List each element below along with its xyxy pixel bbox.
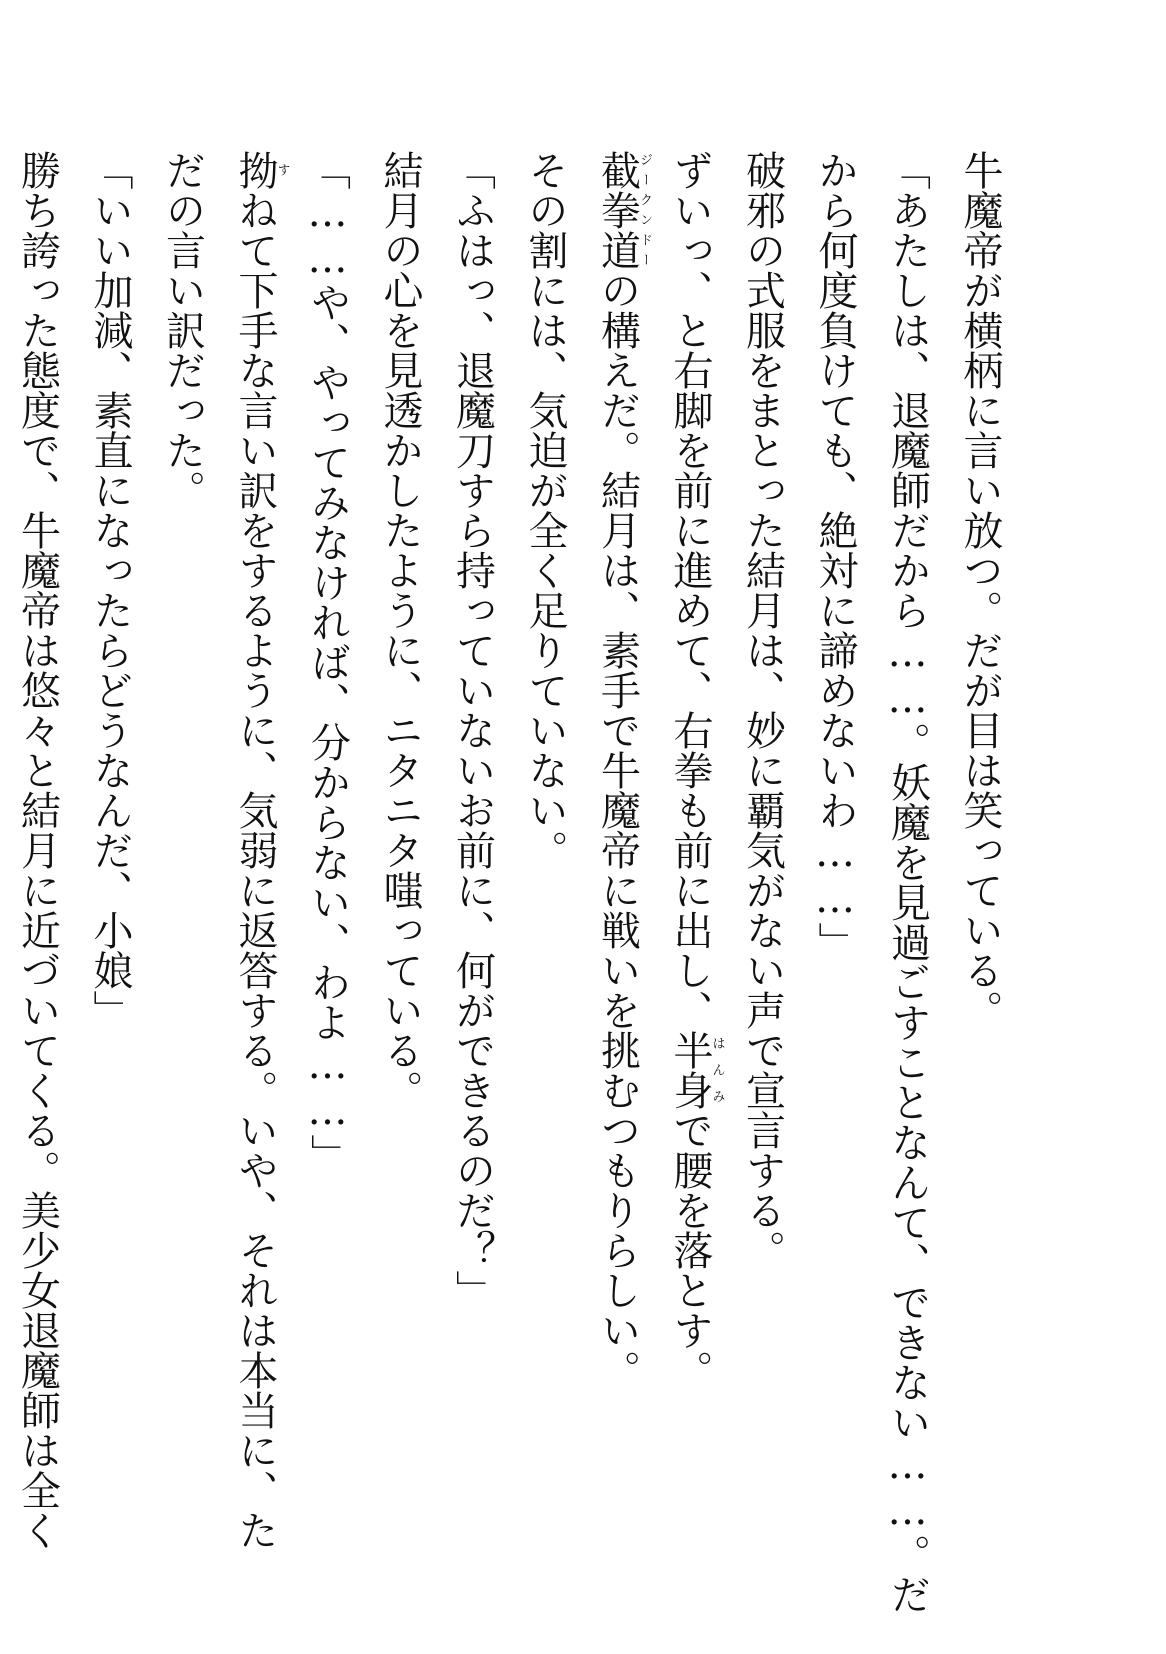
text-line-11: 拗すねて下手な言い訳をするように、気弱に返答する。いや、それは本当に、た: [232, 150, 290, 1550]
ruby-ジークンドー: 截拳道ジークンドー: [594, 150, 652, 270]
text-line-14: 勝ち誇った態度で、牛魔帝は悠々と結月に近づいてくる。美少女退魔師は全く: [14, 150, 61, 1550]
text-line-7: その割には、気迫が全く足りていない。: [522, 150, 568, 870]
ruby-reading: す: [274, 150, 290, 190]
text-line-5: [654, 150, 727, 1390]
text-line-9: 結月の心を見透かしたように、ニタニタ嗤っている。: [377, 150, 423, 1110]
text-line-12: だの言い訳だった。: [159, 150, 206, 510]
ruby-はんみ: 半身はんみ: [667, 1030, 725, 1110]
vertical-text-body: [0, 150, 1016, 1614]
text-line-4: 破邪の式服をまとった結月は、妙に覇気がない声で宣言する。: [739, 150, 786, 1270]
text-line-3: から何度負けても、絶対に諦めないわ……」: [812, 150, 858, 962]
ruby-reading: はんみ: [709, 1030, 725, 1110]
text-line-2: 「あたしは、退魔師だから……。妖魔を見過ごすことなんて、できない……。だ: [884, 150, 931, 1614]
text-line-1: 牛魔帝が横柄に言い放つ。だが目は笑っている。: [957, 150, 1003, 1030]
text-line-5-part-a: ずいっ、と右脚を前に進めて、右拳も前に出し、半身はんみで腰を落とす。: [667, 150, 725, 1390]
ruby-す: 拗す: [232, 150, 290, 190]
text-line-13: 「いい加減、素直になったらどうなんだ、小娘」: [87, 150, 133, 1030]
text-line-6-part-a: 截拳道ジークンドーの構えだ。結月は、素手で牛魔帝に戦いを挑むつもりらしい。: [594, 150, 652, 1390]
ruby-reading: ジークンドー: [637, 150, 652, 270]
text-line-15: [0, 150, 1, 1380]
text-line-8: 「ふはっ、退魔刀すら持っていないお前に、何ができるのだ？」: [449, 150, 496, 1310]
text-line-6: [581, 150, 654, 1390]
text-line-10: 「……や、やってみなければ、分からない、わよ……」: [304, 150, 351, 1174]
